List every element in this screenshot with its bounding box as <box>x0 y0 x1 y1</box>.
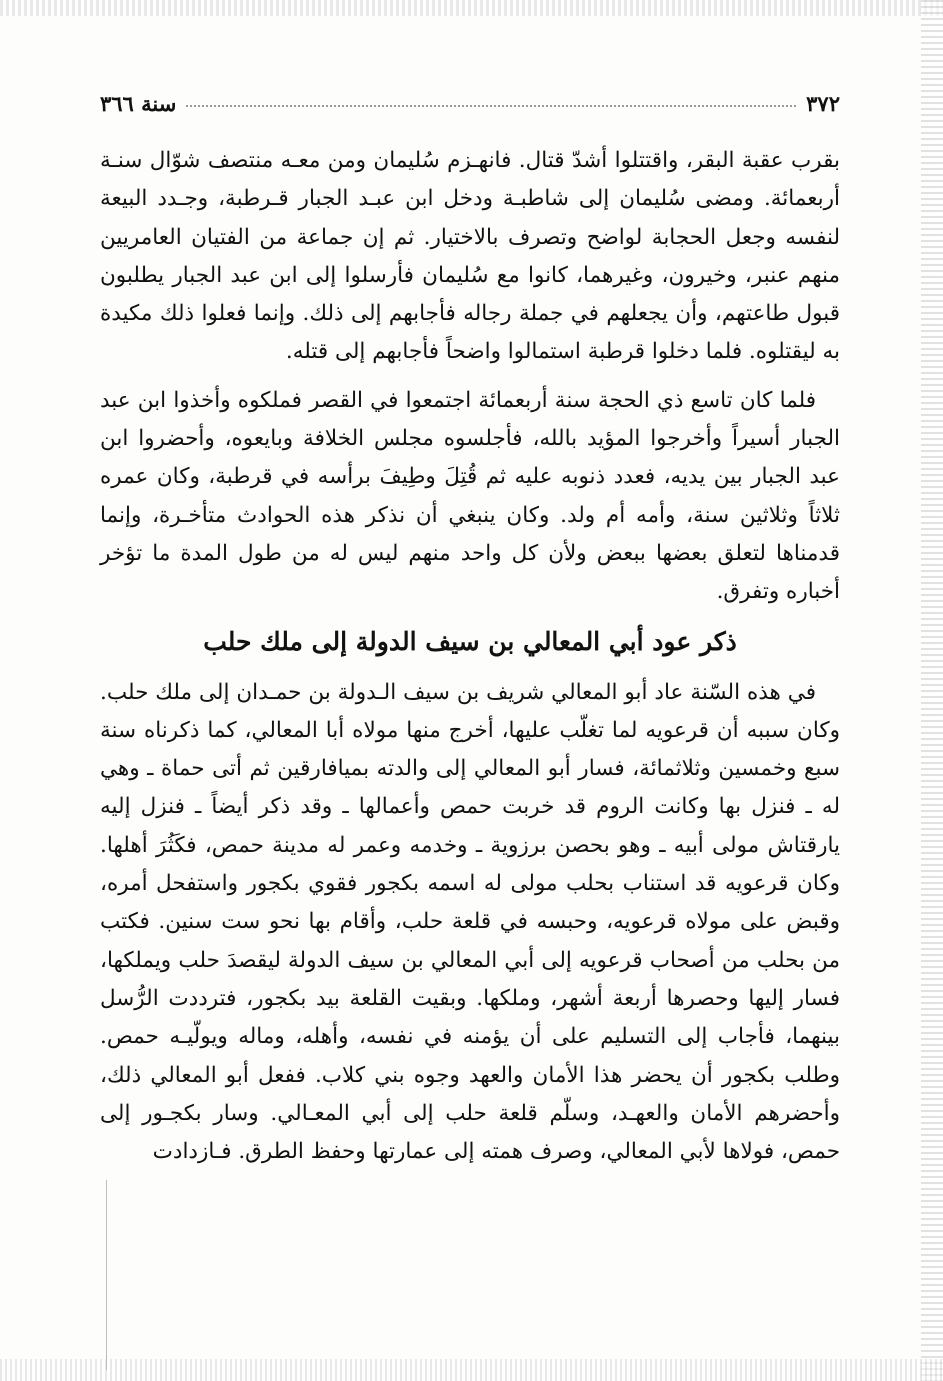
gutter-line <box>106 1180 107 1370</box>
section-heading: ذكر عود أبي المعالي بن سيف الدولة إلى ملك حلب <box>203 626 737 656</box>
paragraph-2: فلما كان تاسع ذي الحجة سنة أربعمائة اجتمعوا في القصر فملكوه وأخذوا ابن عبد الجبار أسيراً وأخرجوا المؤيد بالله، فأجلسوه مجلس الخلافة وبايعوه، وأحضروا ابن عبد الجبار بين يديه، فعدد ذنوبه عليه ثم قُتِلَ وطِيفَ برأسه في قرطبة، وكان عمره ثلاثاً وثلاثين سنة، وأمه أم ولد. وكان ينبغي أن نذكر هذه الحوادث متأخـرة، وإنما قدمناها لتعلق بعضها ببعض ولأن كل واحد منهم ليس له من طول المدة ما تؤخر أخباره وتفرق. <box>100 387 840 605</box>
header-dotted-leader <box>186 105 796 107</box>
scan-edge-top <box>0 0 943 16</box>
running-header <box>100 86 840 120</box>
page-number: ٣٧٢ <box>806 90 840 116</box>
scan-edge-bottom <box>0 1359 943 1381</box>
page-body <box>100 142 840 1181</box>
scan-edge-right <box>921 0 943 1381</box>
paragraph-1: بقرب عقبة البقر، واقتتلوا أشدّ قتال. فانهـزم سُليمان ومن معـه منتصف شوّال سنـة أربعمائة. ومضى سُليمان إلى شاطبـة ودخل ابن عبـد الجبار قـرطبة، وجـدد البيعة لنفسه وجعل الحجابة لواضح وتصرف بالاختيار. ثم إن جماعة من الفتيان العامريين منهم عنبر، وخيرون، وغيرهما، كانوا مع سُليمان فأرسلوا إلى ابن عبد الجبار يطلبون قبول طاعتهم، وأن يجعلهم في جملة رجاله فأجابهم إلى ذلك. وإنما فعلوا ذلك مكيدة به ليقتلوه. فلما دخلوا قرطبة استمالوا واضحاً فأجابهم إلى قتله. <box>100 148 840 365</box>
running-title: سنة ٣٦٦ <box>100 90 177 116</box>
section-paragraph: في هذه السّنة عاد أبو المعالي شريف بن سيف الـدولة بن حمـدان إلى ملك حلب. وكان سببه أن قرعويه لما تغلّب عليها، أخرج منها مولاه أبا المعالي، كما ذكرناه سنة سبع وخمسين وثلاثمائة، فسار أبو المعالي إلى والدته بميافارقين ثم أتى حماة ـ وهي له ـ فنزل بها وكانت الروم قد خربت حمص وأعمالها ـ وقد ذكر أيضاً ـ فنزل إليه يارقتاش مولى أبيه ـ وهو بحصن برزوية ـ وخدمه وعمر له مدينة حمص، فكَثُرَ أهلها. وكان قرعويه قد استناب بحلب مولى له اسمه بكجور فقوي بكجور واستفحل أمره، وقبض على مولاه قرعويه، وحبسه في قلعة حلب، وأقام بها نحو ست سنين. فكتب من بحلب من أصحاب قرعويه إلى أبي المعالي بن سيف الدولة ليقصدَ حلب ويملكها، فسار إليها وحصرها أربعة أشهر، وملكها. وبقيت القلعة بيد بكجور، فترددت الرُّسل بينهما، فأجاب إلى التسليم على أن يؤمنه في نفسه، وأهله، وماله ويولّيـه حمص. وطلب بكجور أن يحضر هذا الأمان والعهد وجوه بني كلاب. ففعل أبو المعالي ذلك، وأحضرهم الأمان والعهـد، وسلّم قلعة حلب إلى أبي المعـالي. وسار بكجـور إلى حمص، فولاها لأبي المعالي، وصرف همته إلى عمارتها وحفظ الطرق. فـازدادت <box>100 679 840 1165</box>
